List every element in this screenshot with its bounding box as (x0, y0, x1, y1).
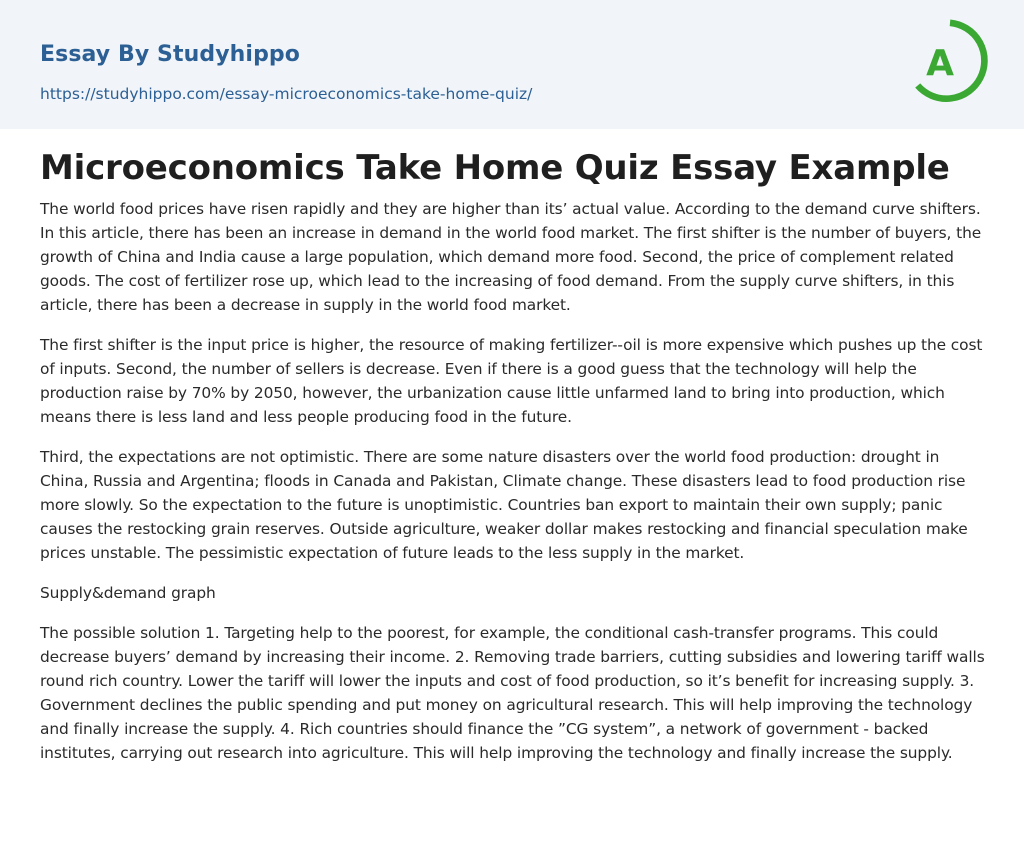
paragraph: Supply&demand graph (40, 584, 216, 602)
source-url-link[interactable]: https://studyhippo.com/essay-microeconomics-take-home-quiz/ (40, 85, 533, 103)
site-header (0, 0, 1024, 129)
paragraph: The world food prices have risen rapidly and they are higher than its’ actual value. According to the demand curve shifters. In this article, there has been an increase in demand in the world food market. The first shifter is the number of buyers, the growth of China and India cause a large population, which demand more food. Second, the price of complement related goods. The cost of fertilizer rose up, which lead to the increasing of food demand. From the supply curve shifters, in this article, there has been a decrease in supply in the world food market. (40, 200, 982, 314)
studyhippo-logo-icon[interactable] (912, 19, 988, 107)
paragraph: Third, the expectations are not optimistic. There are some nature disasters over the world food production: drought in China, Russia and Argentina; floods in Canada and Pakistan, Climate change. These disasters lead to food production rise more slowly. So the expectation to the future is unoptimistic. Countries ban export to maintain their own supply; panic causes the restocking grain reserves. Outside agriculture, weaker dollar makes restocking and financial speculation make prices unstable. The pessimistic expectation of future leads to the less supply in the market. (40, 448, 968, 562)
paragraph: The possible solution 1. Targeting help to the poorest, for example, the conditional cash-transfer programs. This could decrease buyers’ demand by increasing their income. 2. Removing trade barriers, cutting subsidies and lowering tariff walls round rich country. Lower the tariff will lower the inputs and cost of food production, so it’s benefit for increasing supply. 3. Government declines the public spending and put money on agricultural research. This will help improving the technology and finally increase the supply. 4. Rich countries should finance the ”CG system”, a network of government - backed institutes, carrying out research into agriculture. This will help improving the technology and finally increase the supply. (40, 624, 985, 762)
brand-title[interactable]: Essay By Studyhippo (40, 42, 300, 67)
paragraph: The first shifter is the input price is higher, the resource of making fertilizer--oil is more expensive which pushes up the cost of inputs. Second, the number of sellers is decrease. Even if there is a good guess that the technology will help the production raise by 70% by 2050, however, the urbanization cause little unfarmed land to bring into production, which means there is less land and less people producing food in the future. (40, 336, 983, 426)
article-body (40, 146, 986, 781)
page-title: Microeconomics Take Home Quiz Essay Example (40, 148, 950, 188)
logo-letter: A (926, 43, 954, 84)
